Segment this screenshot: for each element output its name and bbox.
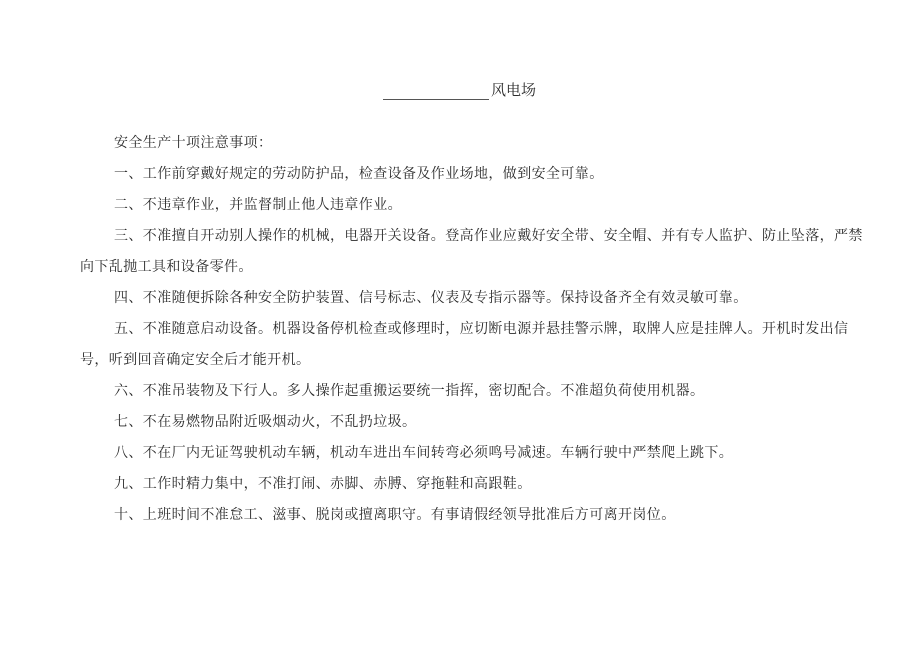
list-item: 三、不准擅自开动别人操作的机械，电器开关设备。登高作业应戴好安全带、安全帽、并有专人监护、防止坠落，严禁向下乱抛工具和设备零件。 (80, 228, 863, 275)
title-blank-underline (383, 83, 489, 100)
intro-heading: 安全生产十项注意事项： (114, 135, 273, 151)
page-title (383, 78, 536, 100)
list-item: 五、不准随意启动设备。机器设备停机检查或修理时，应切断电源并悬挂警示牌，取牌人应是挂牌人。开机时发出信号，听到回音确定安全后才能开机。 (80, 321, 849, 368)
list-item: 四、不准随便拆除各种安全防护装置、信号标志、仪表及专指示器等。保持设备齐全有效灵敏可靠。 (114, 290, 748, 306)
list-item: 八、不在厂内无证驾驶机动车辆，机动车进出车间转弯必须鸣号减速。车辆行驶中严禁爬上跳下。 (114, 445, 734, 461)
list-item: 二、不违章作业，并监督制止他人违章作业。 (114, 197, 402, 213)
list-item: 九、工作时精力集中，不准打闹、赤脚、赤膊、穿拖鞋和高跟鞋。 (114, 476, 532, 492)
title-suffix: 风电场 (491, 81, 537, 99)
list-item: 十、上班时间不准怠工、滋事、脱岗或擅离职守。有事请假经领导批准后方可离开岗位。 (114, 507, 676, 523)
list-item: 七、不在易燃物品附近吸烟动火，不乱扔垃圾。 (114, 414, 417, 430)
list-item: 六、不准吊装物及下行人。多人操作起重搬运要统一指挥，密切配合。不准超负荷使用机器。 (114, 383, 705, 399)
document-body (80, 128, 870, 526)
list-item: 一、工作前穿戴好规定的劳动防护品，检查设备及作业场地，做到安全可靠。 (114, 166, 604, 182)
